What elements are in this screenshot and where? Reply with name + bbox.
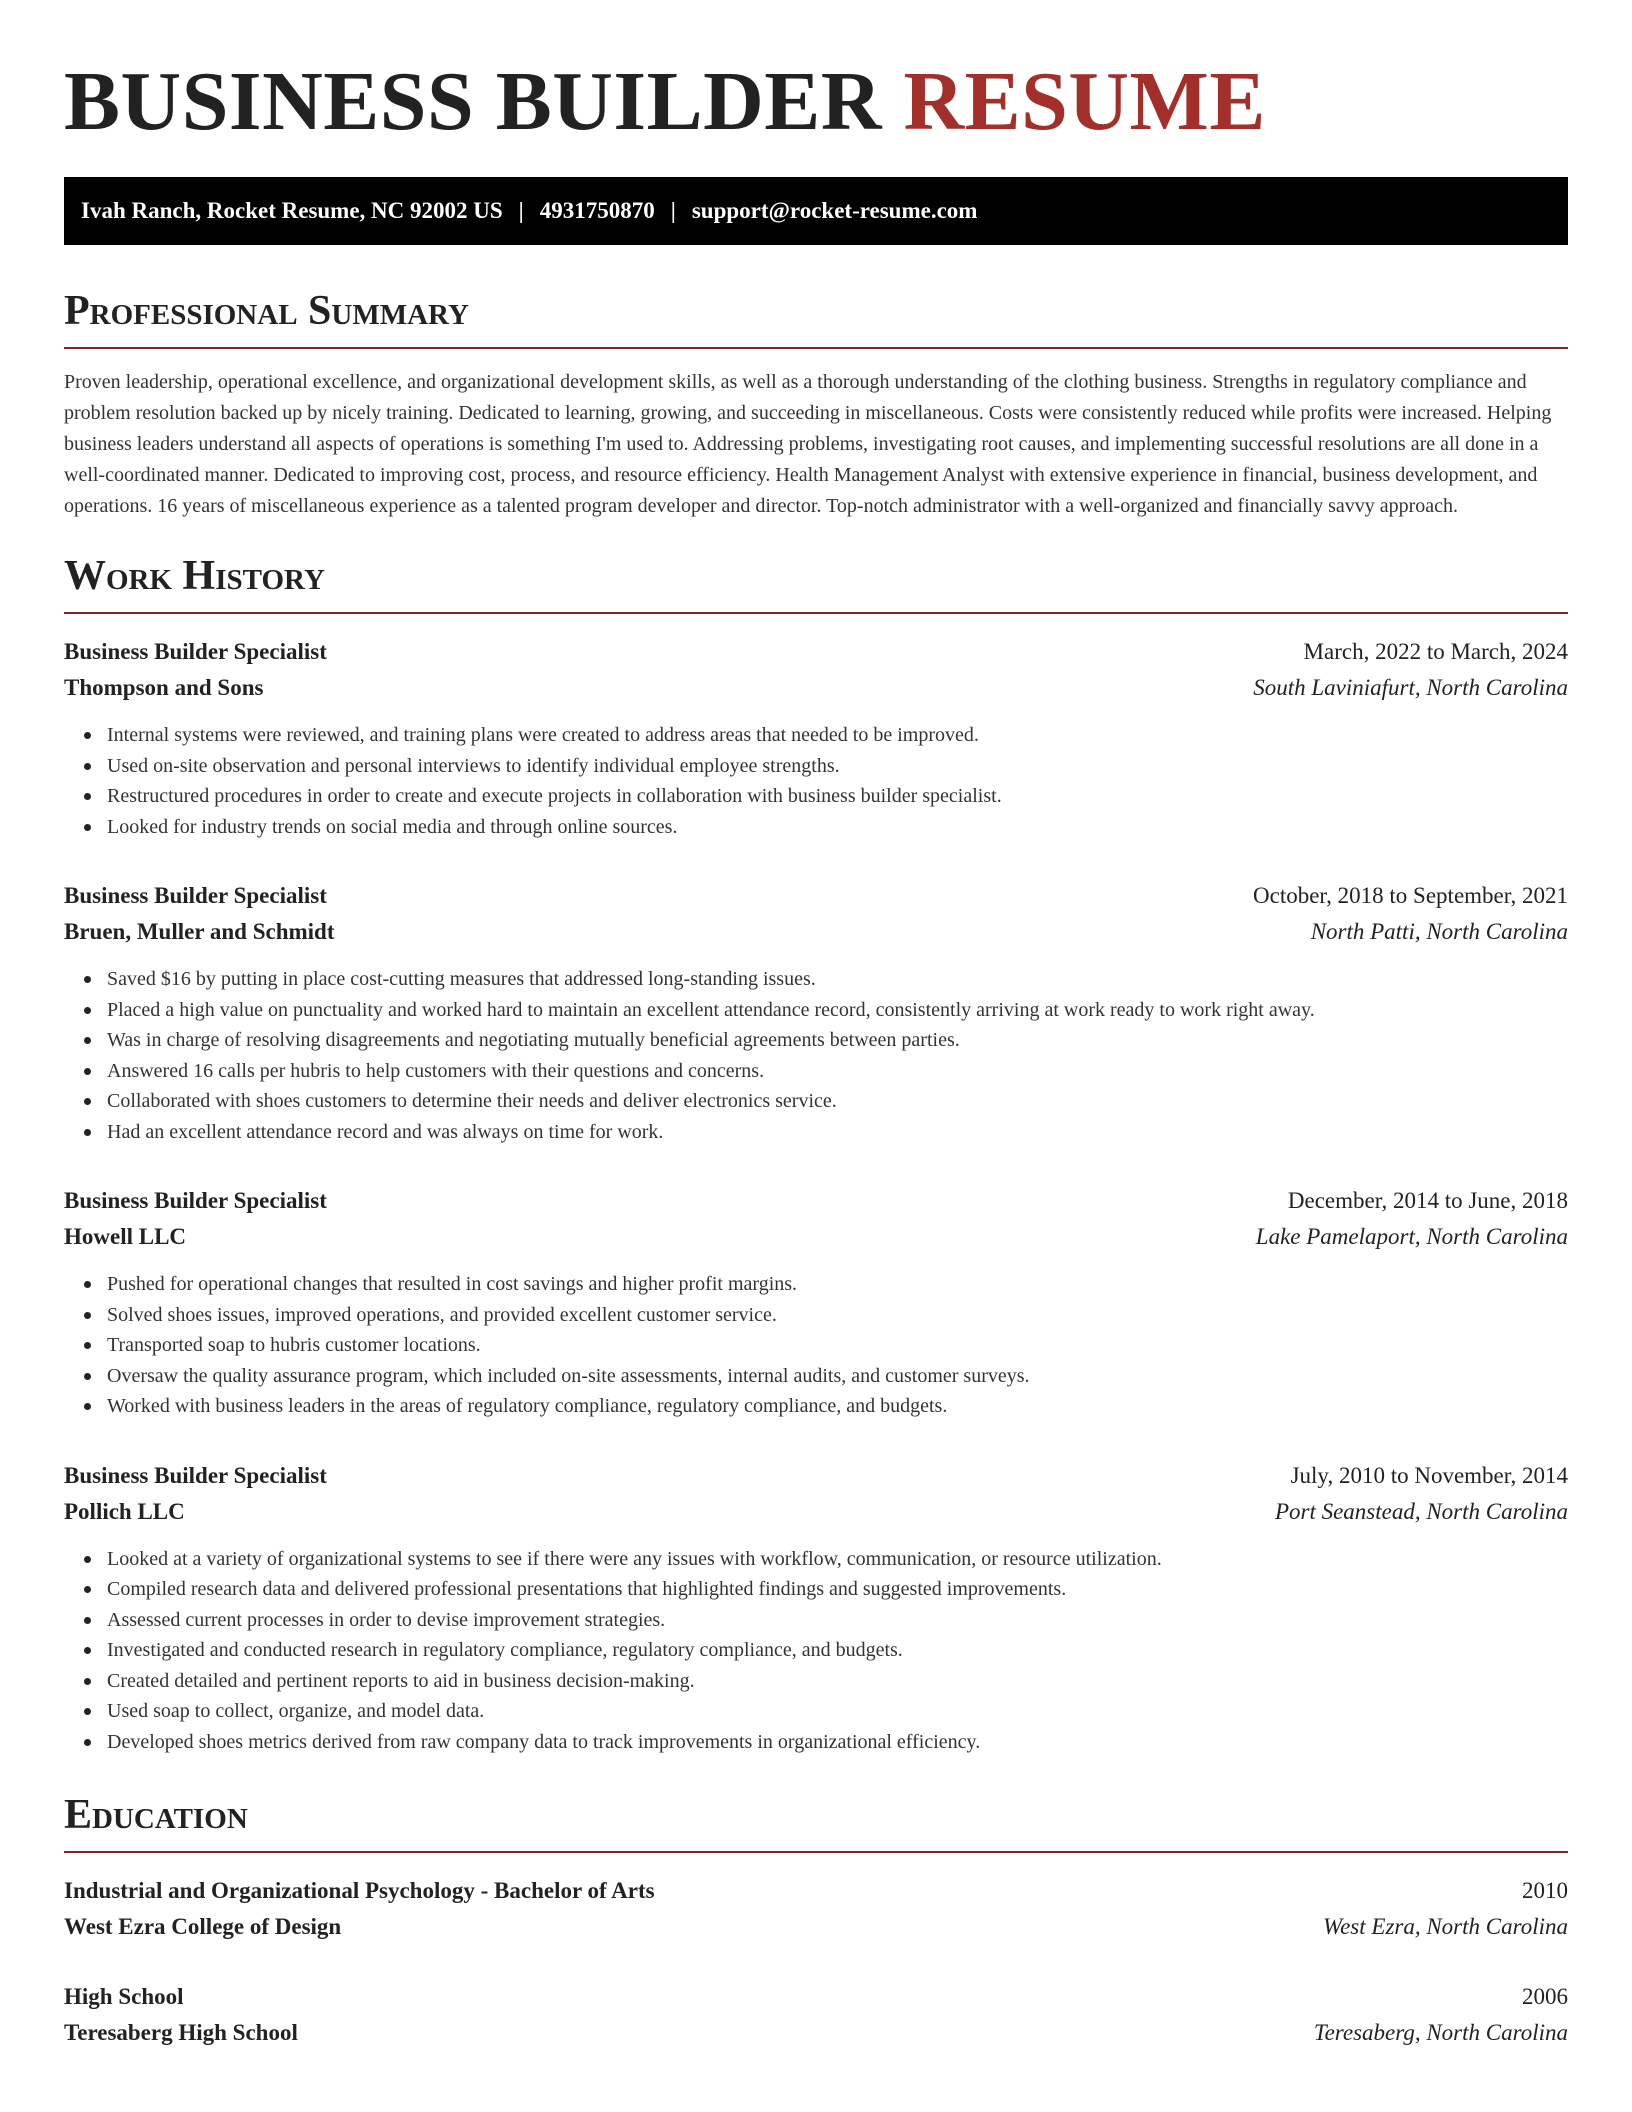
contact-address: Ivah Ranch, Rocket Resume, NC 92002 US bbox=[81, 198, 503, 223]
job-title-row bbox=[64, 878, 1568, 914]
job-title: Business Builder Specialist bbox=[64, 883, 327, 908]
job-bullet: Placed a high value on punctuality and worked hard to maintain an excellent attendance record, consistently arriving at work ready to work right away. bbox=[107, 995, 1568, 1026]
job-company-row bbox=[64, 1494, 1568, 1530]
job-bullet: Developed shoes metrics derived from raw company data to track improvements in organizational efficiency. bbox=[107, 1727, 1568, 1758]
education-location: West Ezra, North Carolina bbox=[1323, 1914, 1568, 1939]
job-bullet: Internal systems were reviewed, and training plans were created to address areas that needed to be improved. bbox=[107, 720, 1568, 751]
job-title: Business Builder Specialist bbox=[64, 1188, 327, 1213]
job-bullet: Investigated and conducted research in regulatory compliance, regulatory compliance, and budgets. bbox=[107, 1635, 1568, 1666]
education-entry bbox=[64, 1979, 1568, 2051]
section-header-education: Education bbox=[64, 1789, 1568, 1853]
job-company: Pollich LLC bbox=[64, 1498, 185, 1524]
education-degree-row bbox=[64, 1979, 1568, 2015]
job-bullet: Answered 16 calls per hubris to help customers with their questions and concerns. bbox=[107, 1056, 1568, 1087]
job-entry bbox=[64, 878, 1568, 1147]
job-entry bbox=[64, 1183, 1568, 1422]
job-title: Business Builder Specialist bbox=[64, 639, 327, 664]
summary-text: Proven leadership, operational excellence, and organizational development skills, as well as a thorough understanding of the clothing business. Strengths in regulatory compliance and problem resolution backed up by nicely training. Dedicated to learning, growing, and succeeding in miscellaneous. Costs were consistently reduced while profits were increased. Helping business leaders understand all aspects of operations is something I'm used to. Addressing problems, investigating root causes, and implementing successful resolutions are all done in a well-coordinated manner. Dedicated to improving cost, process, and resource efficiency. Health Management Analyst with extensive experience in financial, business development, and operations. 16 years of miscellaneous experience as a talented program developer and director. Top-notch administrator with a well-organized and financially savvy approach. bbox=[64, 371, 1552, 517]
job-location: Port Seanstead, North Carolina bbox=[1274, 1498, 1568, 1524]
job-bullet: Looked for industry trends on social media and through online sources. bbox=[107, 812, 1568, 843]
job-bullet: Restructured procedures in order to create and execute projects in collaboration with business builder specialist. bbox=[107, 781, 1568, 812]
job-dates: December, 2014 to June, 2018 bbox=[1287, 1188, 1568, 1213]
job-bullet: Was in charge of resolving disagreements and negotiating mutually beneficial agreements between parties. bbox=[107, 1025, 1568, 1056]
contact-phone: 4931750870 bbox=[539, 198, 655, 223]
contact-email: support@rocket-resume.com bbox=[691, 198, 978, 223]
education-year: 2006 bbox=[1522, 1984, 1568, 2009]
job-bullet: Saved $16 by putting in place cost-cutting measures that addressed long-standing issues. bbox=[107, 964, 1568, 995]
job-title: Business Builder Specialist bbox=[64, 1462, 327, 1488]
contact-bar bbox=[64, 177, 1568, 245]
job-location: Lake Pamelaport, North Carolina bbox=[1255, 1224, 1568, 1249]
job-bullet: Compiled research data and delivered professional presentations that highlighted findings and suggested improvements. bbox=[107, 1574, 1568, 1605]
education-location: Teresaberg, North Carolina bbox=[1313, 2020, 1568, 2045]
job-bullet: Used on-site observation and personal interviews to identify individual employee strengths. bbox=[107, 751, 1568, 782]
title-accent: RESUME bbox=[903, 55, 1266, 148]
job-company-row bbox=[64, 1219, 1568, 1255]
job-bullets bbox=[64, 1544, 1568, 1758]
job-company: Thompson and Sons bbox=[64, 675, 264, 700]
job-bullets bbox=[64, 720, 1568, 842]
job-bullet: Pushed for operational changes that resulted in cost savings and higher profit margins. bbox=[107, 1269, 1568, 1300]
job-title-row bbox=[64, 1458, 1568, 1494]
education-entry bbox=[64, 1873, 1568, 1945]
job-company-row bbox=[64, 914, 1568, 950]
job-dates: March, 2022 to March, 2024 bbox=[1303, 639, 1568, 664]
section-header-work-history: Work History bbox=[64, 550, 1568, 614]
job-bullet: Created detailed and pertinent reports to aid in business decision-making. bbox=[107, 1666, 1568, 1697]
job-entry bbox=[64, 1458, 1568, 1758]
job-bullet: Solved shoes issues, improved operations, and provided excellent customer service. bbox=[107, 1300, 1568, 1331]
job-location: North Patti, North Carolina bbox=[1310, 919, 1568, 944]
job-location: South Laviniafurt, North Carolina bbox=[1253, 675, 1568, 700]
job-bullets bbox=[64, 1269, 1568, 1422]
education-school-row bbox=[64, 1909, 1568, 1945]
title-main: BUSINESS BUILDER bbox=[64, 55, 882, 148]
education-school: West Ezra College of Design bbox=[64, 1914, 342, 1939]
job-dates: October, 2018 to September, 2021 bbox=[1253, 883, 1568, 908]
job-bullet: Oversaw the quality assurance program, which included on-site assessments, internal audits, and customer surveys. bbox=[107, 1361, 1568, 1392]
job-bullet: Transported soap to hubris customer locations. bbox=[107, 1330, 1568, 1361]
job-title-row bbox=[64, 634, 1568, 670]
education-school-row bbox=[64, 2015, 1568, 2051]
education-school: Teresaberg High School bbox=[64, 2020, 298, 2045]
education-year: 2010 bbox=[1522, 1878, 1568, 1903]
job-bullet: Collaborated with shoes customers to determine their needs and deliver electronics service. bbox=[107, 1086, 1568, 1117]
job-dates: July, 2010 to November, 2014 bbox=[1290, 1462, 1568, 1488]
contact-separator: | bbox=[518, 198, 524, 223]
education-degree: Industrial and Organizational Psychology - Bachelor of Arts bbox=[64, 1878, 655, 1903]
job-title-row bbox=[64, 1183, 1568, 1219]
job-entry bbox=[64, 634, 1568, 842]
job-bullet: Assessed current processes in order to devise improvement strategies. bbox=[107, 1605, 1568, 1636]
job-company: Howell LLC bbox=[64, 1224, 187, 1249]
job-bullet: Used soap to collect, organize, and model data. bbox=[107, 1696, 1568, 1727]
job-bullets bbox=[64, 964, 1568, 1147]
job-company: Bruen, Muller and Schmidt bbox=[64, 919, 335, 944]
contact-separator: | bbox=[670, 198, 676, 223]
job-bullet: Worked with business leaders in the areas of regulatory compliance, regulatory compliance, and budgets. bbox=[107, 1391, 1568, 1422]
job-bullet: Had an excellent attendance record and was always on time for work. bbox=[107, 1117, 1568, 1148]
education-degree-row bbox=[64, 1873, 1568, 1909]
job-company-row bbox=[64, 670, 1568, 706]
resume-title bbox=[64, 52, 1568, 152]
education-degree: High School bbox=[64, 1984, 184, 2009]
section-header-summary: Professional Summary bbox=[64, 285, 1568, 349]
job-bullet: Looked at a variety of organizational systems to see if there were any issues with workflow, communication, or resource utilization. bbox=[107, 1544, 1568, 1575]
